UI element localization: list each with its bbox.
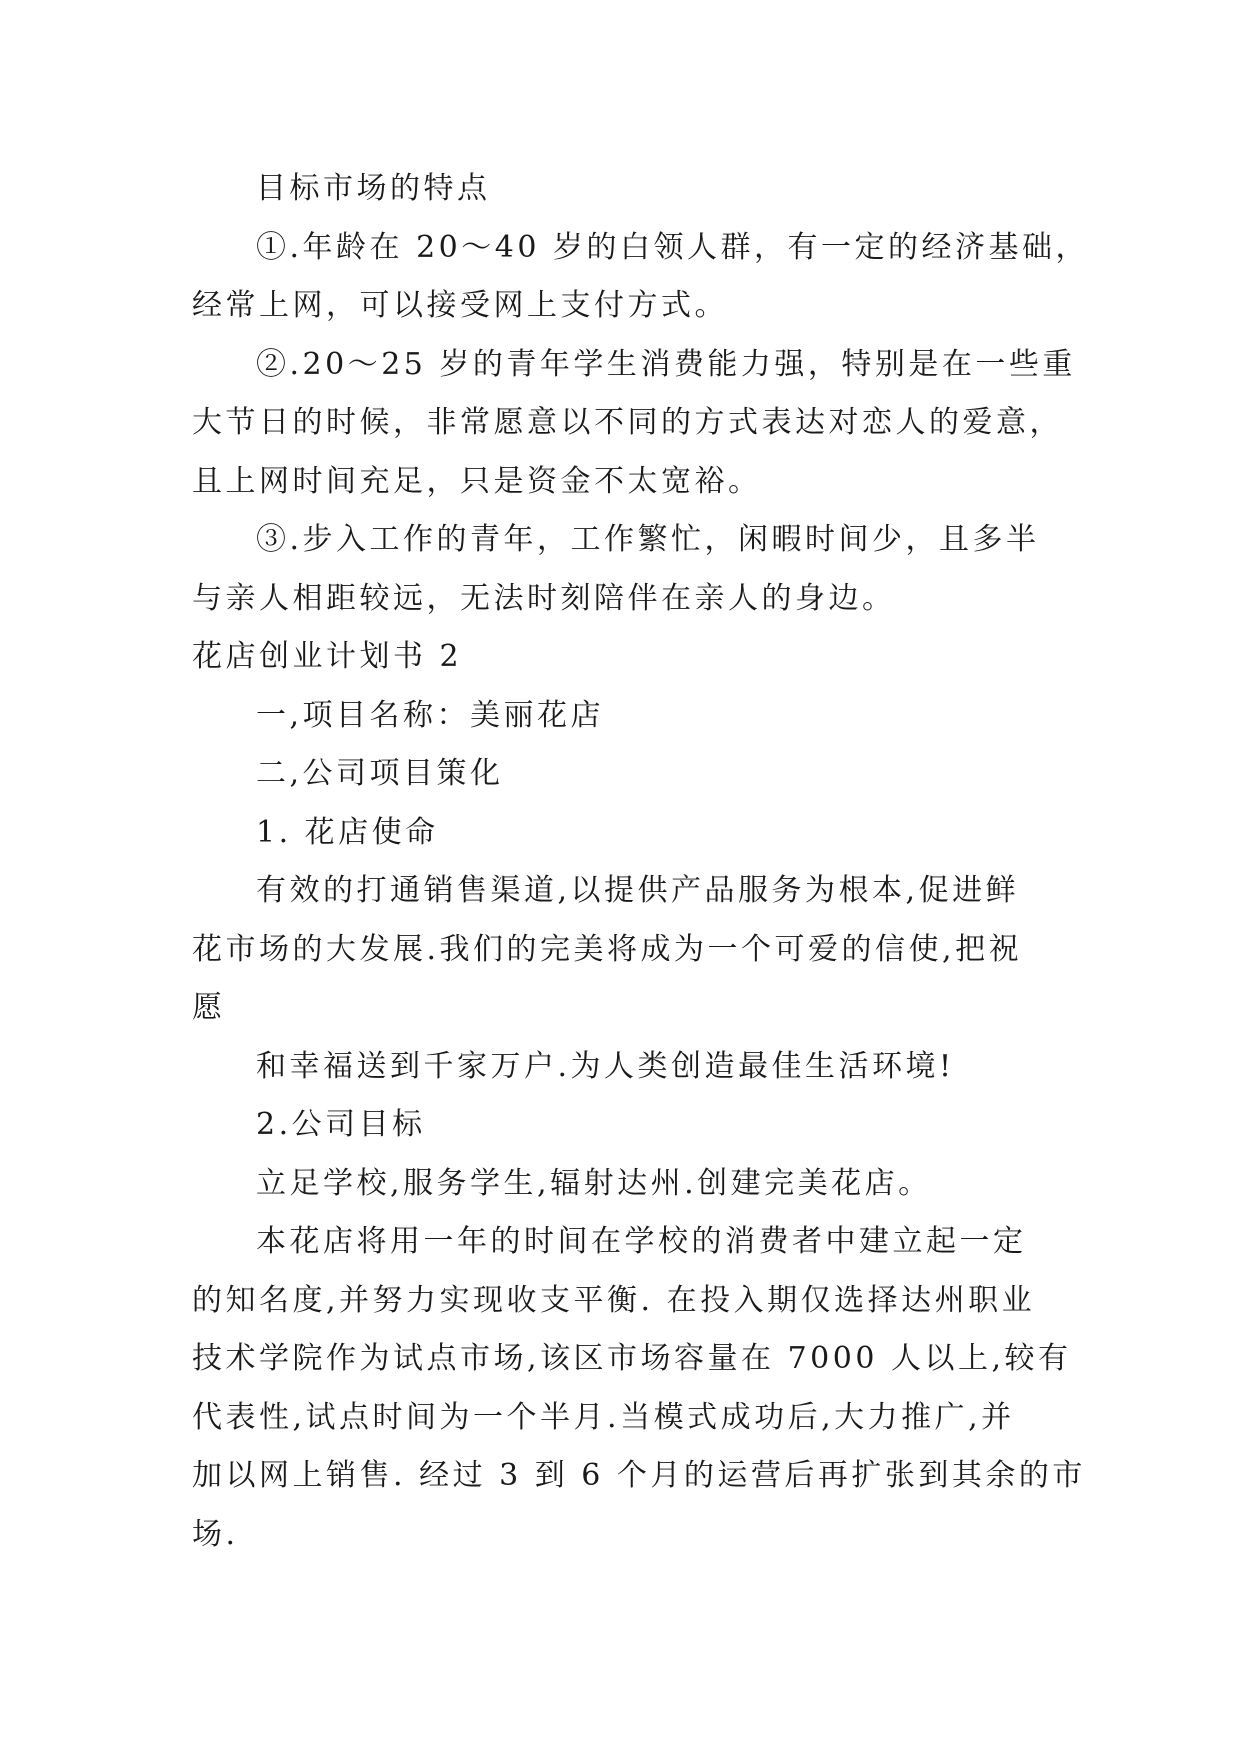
paragraph-line: 加以网上销售. 经过 3 到 6 个月的运营后再扩张到其余的市: [192, 1458, 1086, 1493]
paragraph-line: 技术学院作为试点市场,该区市场容量在 7000 人以上,较有: [192, 1341, 1072, 1376]
paragraph-line: 且上网时间充足，只是资金不太宽裕。: [192, 463, 762, 499]
paragraph-line: 与亲人相距较远，无法时刻陪伴在亲人的身边。: [192, 580, 896, 616]
section-title: 花店创业计划书 2: [192, 639, 463, 674]
paragraph-line: ②.20～25 岁的青年学生消费能力强，特别是在一些重: [256, 346, 1076, 382]
paragraph-line: 花市场的大发展.我们的完美将成为一个可爱的信使,把祝: [192, 931, 1023, 967]
paragraph-line: 1. 花店使命: [256, 814, 439, 850]
paragraph-line: 有效的打通销售渠道,以提供产品服务为根本,促进鲜: [256, 873, 1020, 908]
paragraph-line: 愿: [192, 990, 226, 1025]
paragraph-line: 2.公司目标: [256, 1107, 426, 1142]
paragraph-line: 和幸福送到千家万户.为人类创造最佳生活环境!: [256, 1048, 955, 1084]
paragraph-line: 一,项目名称：美丽花店: [256, 697, 605, 733]
paragraph-line: 大节日的时候，非常愿意以不同的方式表达对恋人的爱意，: [192, 405, 1063, 440]
paragraph-line: 二,公司项目策化: [256, 756, 504, 791]
paragraph-line: 立足学校,服务学生,辐射达州.创建完美花店。: [256, 1165, 932, 1201]
paragraph-line: 代表性,试点时间为一个半月.当模式成功后,大力推广,并: [192, 1399, 1015, 1435]
paragraph-line: ①.年龄在 20～40 岁的白领人群，有一定的经济基础，: [256, 229, 1089, 265]
paragraph-line: 场.: [192, 1516, 239, 1552]
paragraph-line: 的知名度,并努力实现收支平衡. 在投入期仅选择达州职业: [192, 1282, 1036, 1318]
paragraph-line: 目标市场的特点: [256, 171, 491, 206]
document-body: [192, 160, 1089, 1564]
paragraph-line: 本花店将用一年的时间在学校的消费者中建立起一定: [256, 1224, 1027, 1259]
paragraph-line: 经常上网，可以接受网上支付方式。: [192, 288, 728, 323]
paragraph-line: ③.步入工作的青年，工作繁忙，闲暇时间少，且多半: [256, 522, 1040, 557]
